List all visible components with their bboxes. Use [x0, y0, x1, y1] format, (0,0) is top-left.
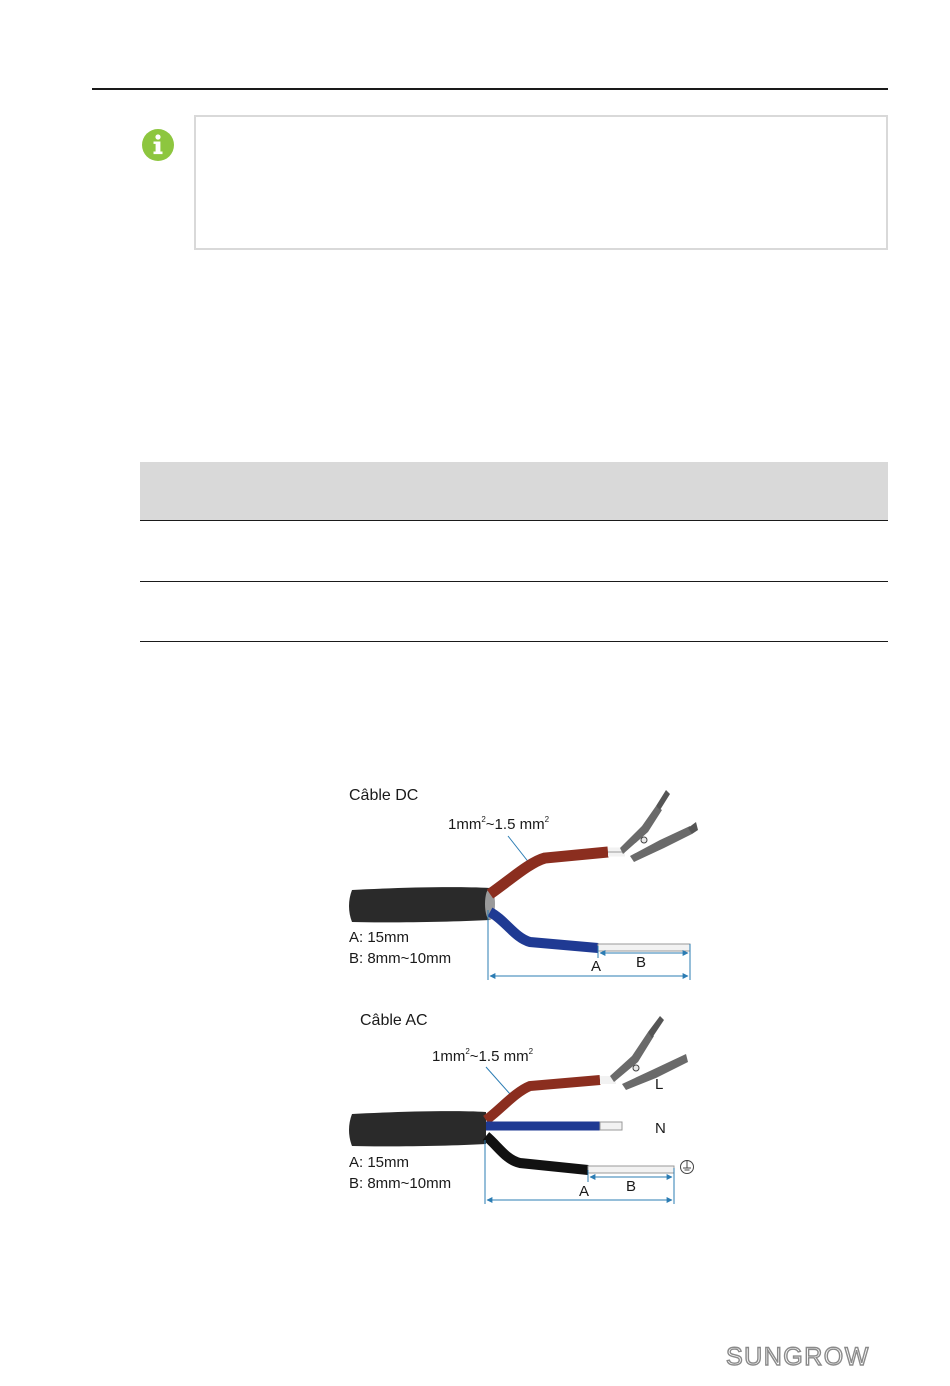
dc-blue-wire — [490, 912, 598, 948]
ac-blue-conductor — [600, 1122, 622, 1130]
ac-section-leader — [486, 1067, 510, 1094]
dc-section-label: $1mm^2\sim 1.5$ $mm^2$ — [448, 815, 550, 833]
sungrow-logo — [726, 1342, 890, 1370]
ac-section-label: $1mm^2\sim 1.5$ $mm^2$ — [432, 1047, 534, 1065]
ac-cable-diagram — [349, 1012, 694, 1204]
dc-cable-jacket — [349, 887, 490, 922]
table-header — [140, 462, 888, 520]
ground-symbol-icon — [681, 1161, 694, 1174]
ac-dim-a-label: A — [579, 1183, 590, 1200]
dc-dim-a-label: A — [591, 958, 602, 975]
ac-wire-stripper-icon — [610, 1016, 688, 1090]
dc-cable-diagram — [349, 787, 698, 980]
ac-dim-b-label: B — [626, 1178, 637, 1195]
ac-black-wire — [486, 1136, 588, 1170]
table-rule-bottom — [140, 641, 888, 642]
ac-label-l: L — [655, 1076, 664, 1093]
dc-note-b: B: 8mm~10mm — [349, 950, 452, 967]
ac-cable-title: Câble AC — [360, 1012, 428, 1029]
dc-cable-title: Câble DC — [349, 787, 419, 804]
ac-label-n: N — [655, 1120, 666, 1137]
dc-dim-b-label: B — [636, 954, 647, 971]
ac-cable-jacket — [349, 1111, 486, 1146]
ac-note-b: B: 8mm~10mm — [349, 1175, 452, 1192]
dc-brown-wire — [490, 852, 608, 894]
dc-section-leader — [508, 836, 530, 864]
cable-stripping-figure — [330, 770, 730, 1210]
dc-blue-conductor — [598, 944, 690, 951]
table-rule-top — [140, 520, 888, 521]
ac-black-conductor — [588, 1166, 674, 1173]
svg-text:SUNGROW: SUNGROW — [726, 1343, 870, 1370]
table-rule-middle — [140, 581, 888, 582]
note-box — [194, 115, 888, 250]
info-icon — [141, 128, 175, 162]
ac-note-a: A: 15mm — [349, 1154, 410, 1171]
header-rule — [92, 88, 888, 90]
dc-note-a: A: 15mm — [349, 929, 410, 946]
dc-wire-stripper-icon — [620, 790, 698, 862]
